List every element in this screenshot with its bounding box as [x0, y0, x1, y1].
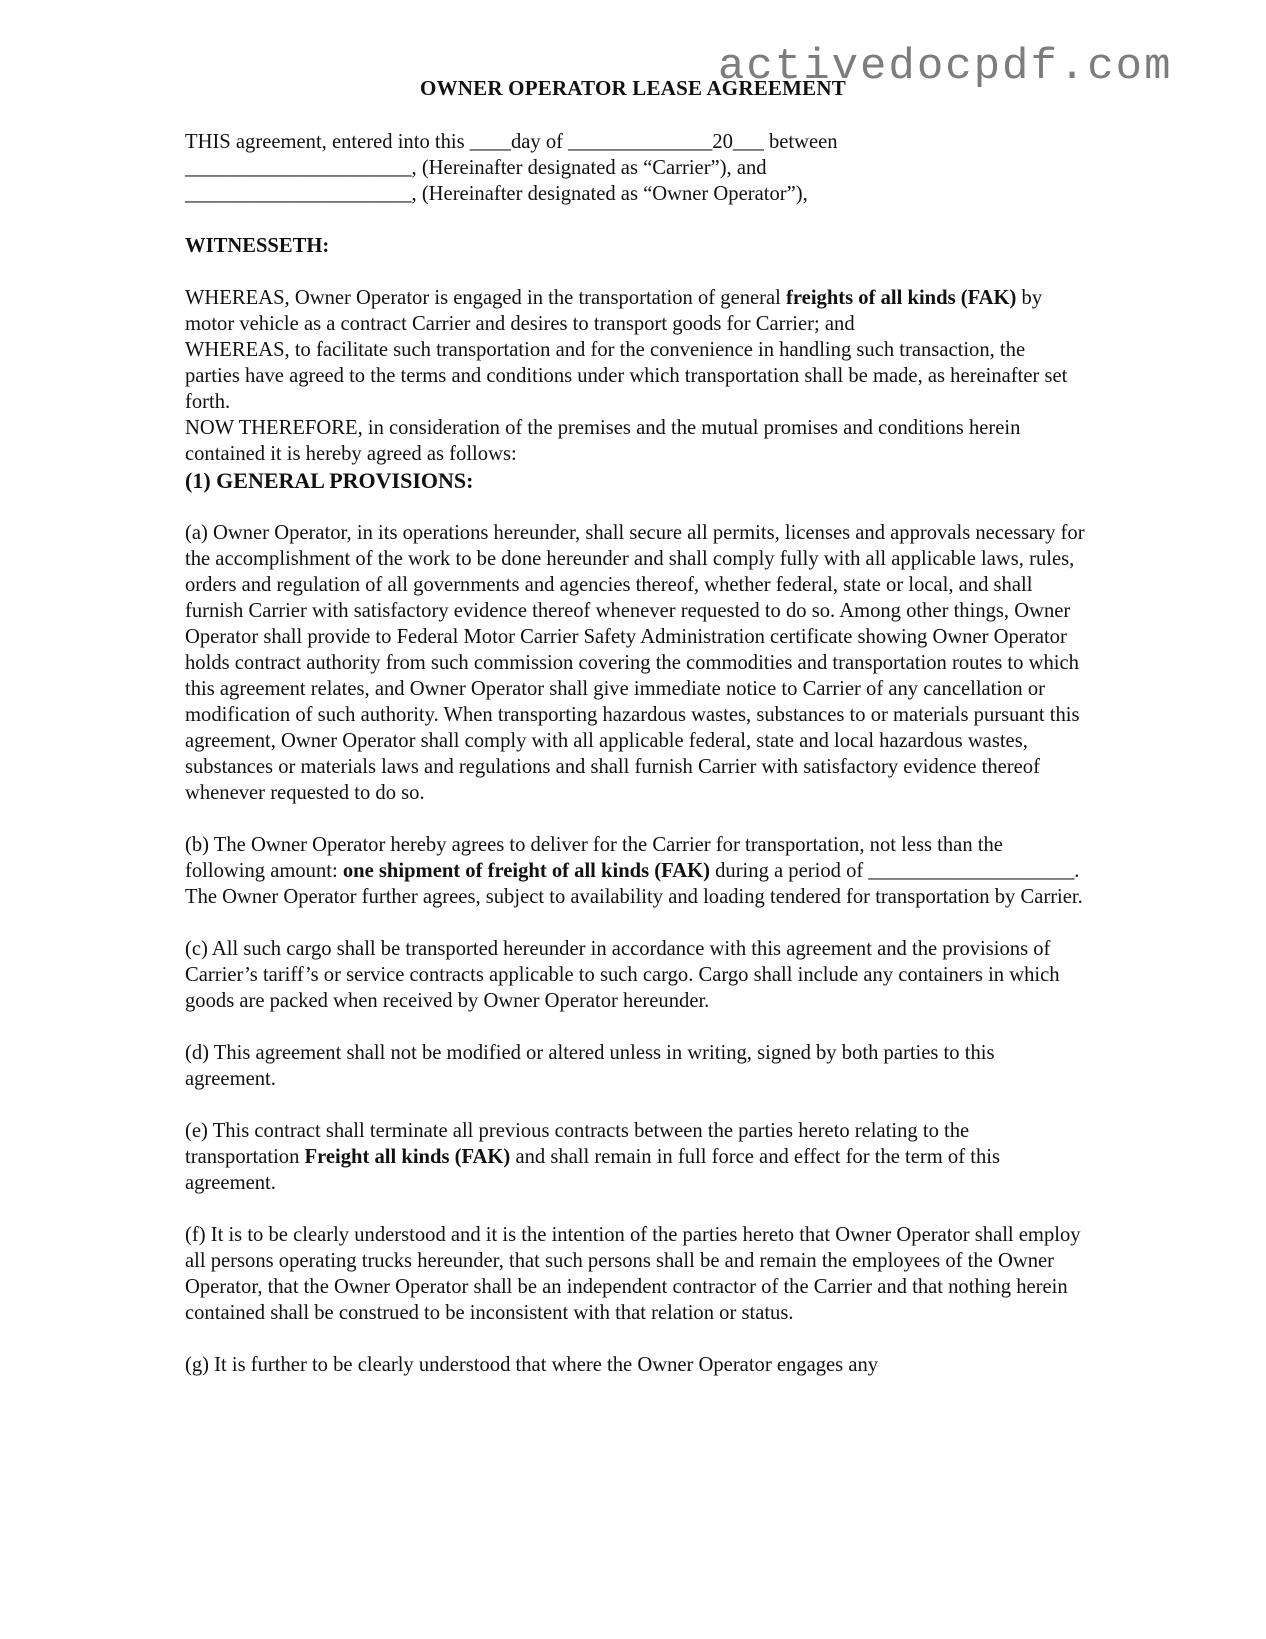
- clause-c: (c) All such cargo shall be transported hereunder in accordance with this agreement and the provisions of Carrier’s tariff’s or service contracts applicable to such cargo. Cargo shall include any containers in which goods are packed when received by Owner Operator hereunder.: [185, 938, 1060, 1012]
- intro-line-1: THIS agreement, entered into this ____day of ______________20___ between: [185, 131, 838, 153]
- clause-f: (f) It is to be clearly understood and it is the intention of the parties hereto that Owner Operator shall employ all persons operating trucks hereunder, that such persons shall be and remain the employees of the Owner Operator, that the Owner Operator shall be an independent contractor of the Carrier and that nothing herein contained shall be construed to be inconsistent with that relation or status.: [185, 1224, 1081, 1324]
- now-therefore-paragraph: NOW THEREFORE, in consideration of the premises and the mutual promises and conditions herein contained it is hereby agreed as follows:: [185, 417, 1021, 465]
- clause-e: (e) This contract shall terminate all previous contracts between the parties hereto relating to the transportation Freight all kinds (FAK) and shall remain in full force and effect for the term of this agreement.: [185, 1120, 1000, 1194]
- watermark: activedocpdf.com: [718, 42, 1173, 92]
- intro-line-2: ______________________, (Hereinafter designated as “Carrier”), and: [185, 157, 767, 179]
- intro-line-3: ______________________, (Hereinafter designated as “Owner Operator”),: [185, 183, 808, 205]
- whereas-paragraph-1: WHEREAS, Owner Operator is engaged in the transportation of general freights of all kinds (FAK) by motor vehicle as a contract Carrier and desires to transport goods for Carrier; and: [185, 287, 1043, 335]
- clause-a: (a) Owner Operator, in its operations hereunder, shall secure all permits, licenses and approvals necessary for the accomplishment of the work to be done hereunder and shall comply fully with all applicable laws, rules, orders and regulation of all governments and agencies thereof, whether federal, state or local, and shall furnish Carrier with satisfactory evidence thereof whenever requested to do so. Among other things, Owner Operator shall provide to Federal Motor Carrier Safety Administration certificate showing Owner Operator holds contract authority from such commission covering the commodities and transportation routes to which this agreement relates, and Owner Operator shall give immediate notice to Carrier of any cancellation or modification of such authority. When transporting hazardous wastes, substances to or materials pursuant this agreement, Owner Operator shall comply with all applicable federal, state and local hazardous wastes, substances or materials laws and regulations and shall furnish Carrier with satisfactory evidence thereof whenever requested to do so.: [185, 522, 1085, 804]
- whereas-paragraph-2: WHEREAS, to facilitate such transportation and for the convenience in handling such transaction, the parties have agreed to the terms and conditions under which transportation shall be made, as hereinafter set forth.: [185, 339, 1068, 413]
- clause-g: (g) It is further to be clearly understood that where the Owner Operator engages any: [185, 1354, 879, 1376]
- clause-d: (d) This agreement shall not be modified or altered unless in writing, signed by both parties to this agreement.: [185, 1042, 995, 1090]
- document-title: OWNER OPERATOR LEASE AGREEMENT: [420, 76, 846, 100]
- clause-b: (b) The Owner Operator hereby agrees to deliver for the Carrier for transportation, not less than the following amount: one shipment of freight of all kinds (FAK) during a period of ____________________. The Owner Operator further agrees, subject to availability and loading tendered for transportation by Carrier.: [185, 834, 1083, 908]
- witnesseth-heading: WITNESSETH:: [185, 235, 330, 257]
- section-1-heading: (1) GENERAL PROVISIONS:: [185, 468, 474, 493]
- document-body: [185, 129, 1085, 1378]
